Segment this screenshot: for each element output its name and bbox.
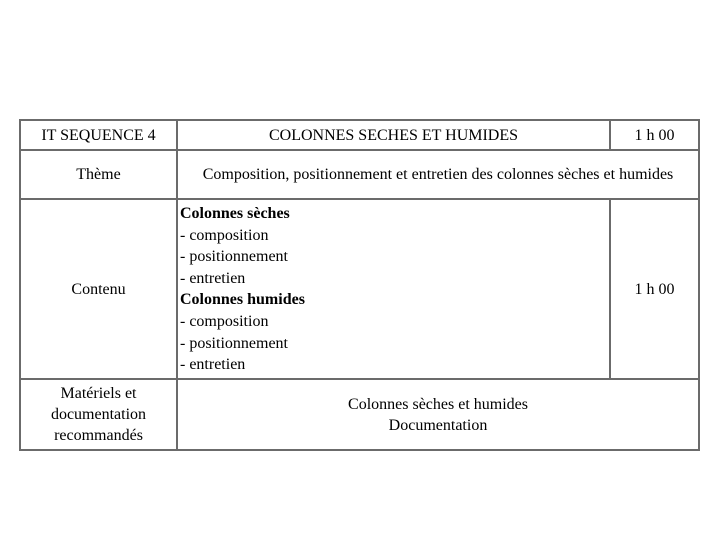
sequence-duration: 1 h 00 <box>634 126 675 144</box>
materiels-text <box>178 380 698 449</box>
materiels-line-1: Colonnes sèches et humides <box>348 395 528 413</box>
list-item: - composition <box>180 226 269 244</box>
table-border-bottom <box>19 449 700 451</box>
list-item: - positionnement <box>180 334 288 352</box>
theme-text: Composition, positionnement et entretien des colonnes sèches et humides <box>202 166 674 183</box>
section-title-colonnes-humides: Colonnes humides <box>180 291 305 309</box>
table-border-right <box>698 119 700 451</box>
materiels-line-2: Documentation <box>388 416 488 434</box>
materiels-label: Matériels et documentation recommandés <box>50 385 147 444</box>
contenu-label: Contenu <box>71 280 126 298</box>
sequence-label: IT SEQUENCE 4 <box>41 126 156 144</box>
list-item: - composition <box>180 312 269 330</box>
contenu-duration: 1 h 00 <box>634 280 675 298</box>
list-item: - positionnement <box>180 248 288 266</box>
sequence-title: COLONNES SECHES ET HUMIDES <box>268 126 519 144</box>
list-item: - entretien <box>180 269 246 287</box>
contenu-list <box>180 203 305 376</box>
theme-label: Thème <box>76 166 121 183</box>
section-title-colonnes-seches: Colonnes sèches <box>180 205 290 222</box>
list-item: - entretien <box>180 356 246 374</box>
